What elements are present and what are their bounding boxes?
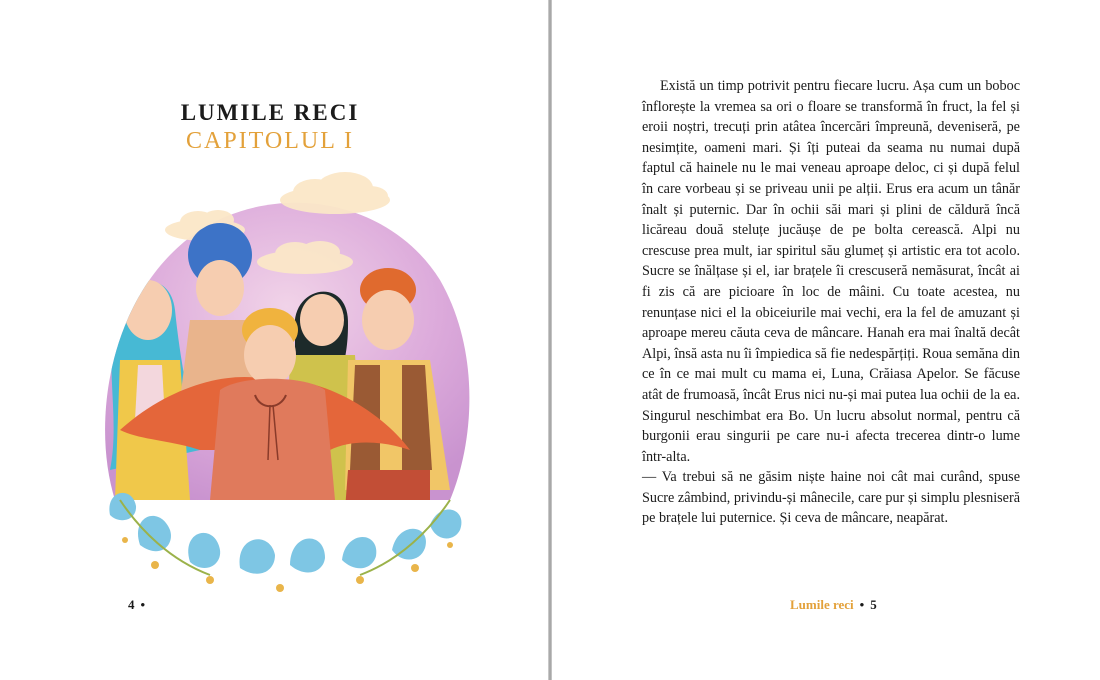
foliage xyxy=(109,493,461,574)
left-page-number: 4 xyxy=(128,597,135,612)
chapter-illustration xyxy=(80,170,480,595)
body-text xyxy=(642,76,1020,529)
chapter-title: LUMILE RECI xyxy=(180,100,360,125)
cloud-top xyxy=(280,172,390,214)
blue-hair-girl-face xyxy=(124,280,172,340)
paragraph: Există un timp potrivit pentru fiecare lucru. Așa cum un boboc înflorește la vremea sa ori o floare se transformă în fruct, la fel și eroii noștri, trecuți prin atâtea încercări împreună, deveniseră, pe nesimțite, oameni mari. Și îți puteai da seama nu numai după faptul că hainele nu le mai veneau aproape deloc, ci și după felul în care vorbeau și se priveau unii pe alții. Erus era acum un tânăr înalt și puternic. Dar în ochii săi mari și plini de căldură încă licăreau două steluțe jucăușe de pe bolta cerească. Alpi nu crescuse prea mult, iar spiritul său glumeț și artistic era tot acolo. Sucre se înălțase și el, iar brațele îi crescuseră nemăsurat, încât ai fi zis că are picioare în loc de mâini. Cu toate acestea, nu renunțase nici el la obiceiurile mai vechi, era la fel de amuzant și aproape mereu căuta ceva de mâncare. Hanah era mai înaltă decât Alpi, însă asta nu îi împiedica să fie nedespărțiți. Roua semăna din ce în ce mai mult cu mama ei, Luna, Crăiasa Apelor. Se făcuse atât de frumoasă, încât Erus nici nu-și mai putea lua ochii de la ea. Singurul neschimbat era Bo. Un lucru absolut normal, pentru că burgonii erau singurii pe care nu-i afecta trecerea dintr-o lume într-alta. xyxy=(642,78,1020,465)
left-folio xyxy=(128,597,151,613)
curly-boy-face xyxy=(196,260,244,316)
running-head: Lumile reci xyxy=(790,597,854,612)
chapter-subtitle: CAPITOLUL I xyxy=(186,128,354,154)
left-page xyxy=(0,0,548,680)
right-folio xyxy=(790,597,877,613)
folio-dot-icon: • xyxy=(859,597,865,612)
ginger-boy-face xyxy=(362,290,414,350)
center-boy-face xyxy=(244,325,296,385)
paragraph: — Va trebui să ne găsim niște haine noi cât mai curând, spuse Sucre zâmbind, privindu-și mânecile, care pur și simplu plesniseră pe brațele lui puternice. Și ceva de mâncare, neapărat. xyxy=(642,469,1020,527)
center-boy-robe xyxy=(210,379,335,500)
dark-hair-girl-face xyxy=(300,294,344,346)
folio-dot-icon: • xyxy=(140,597,146,612)
right-page xyxy=(552,0,1100,680)
right-page-number: 5 xyxy=(870,597,877,612)
